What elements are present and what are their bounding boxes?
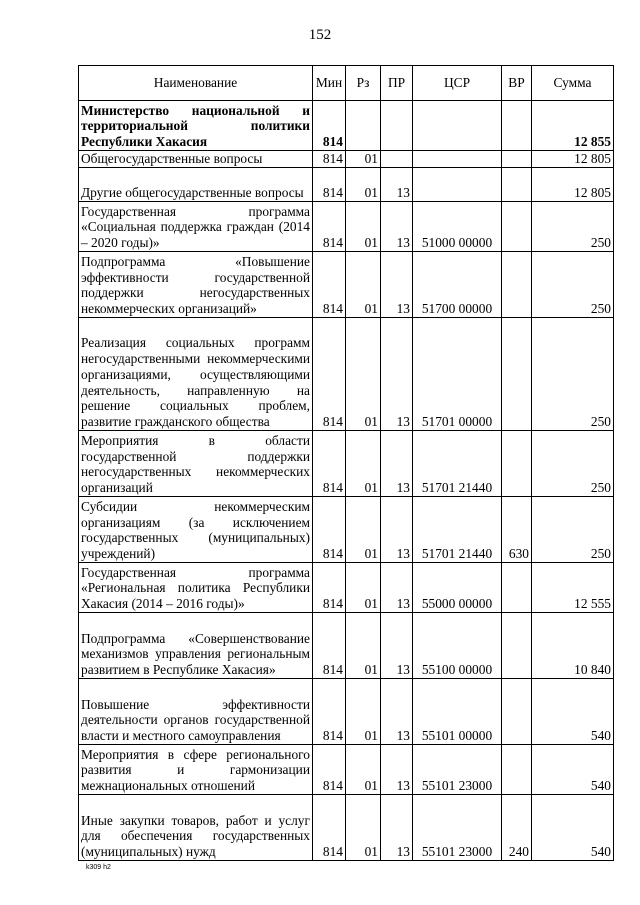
cell-name: Государственная программа «Региональная политика Республики Хакасия (2014 – 2016 годы)» (79, 563, 313, 613)
header-sum: Сумма (532, 66, 614, 101)
header-vr: ВР (502, 66, 532, 101)
cell-name: Подпрограмма «Совершенствование механизмов управления региональным развитием в Республике Хакасия» (79, 613, 313, 679)
cell-sum: 540 (532, 745, 614, 795)
table-row (79, 795, 614, 861)
cell-vr (502, 613, 532, 679)
cell-sum: 250 (532, 252, 614, 318)
table-header-row (79, 66, 614, 101)
cell-rz: 01 (346, 745, 381, 795)
cell-csr: 51701 00000 (413, 318, 502, 431)
cell-vr (502, 563, 532, 613)
cell-vr (502, 679, 532, 745)
cell-pr (381, 151, 413, 168)
cell-pr: 13 (381, 613, 413, 679)
header-min: Мин (313, 66, 346, 101)
cell-csr: 51701 21440 (413, 431, 502, 497)
budget-table (78, 65, 614, 861)
cell-rz: 01 (346, 679, 381, 745)
cell-min: 814 (313, 497, 346, 563)
cell-min: 814 (313, 563, 346, 613)
cell-csr (413, 151, 502, 168)
cell-csr: 55101 00000 (413, 679, 502, 745)
cell-rz: 01 (346, 497, 381, 563)
cell-vr (502, 151, 532, 168)
cell-rz: 01 (346, 151, 381, 168)
cell-vr (502, 202, 532, 252)
cell-pr (381, 101, 413, 151)
cell-pr: 13 (381, 252, 413, 318)
cell-vr (502, 168, 532, 202)
cell-pr: 13 (381, 497, 413, 563)
cell-pr: 13 (381, 168, 413, 202)
header-rz: Рз (346, 66, 381, 101)
cell-pr: 13 (381, 745, 413, 795)
cell-csr (413, 101, 502, 151)
table-row (79, 202, 614, 252)
cell-rz: 01 (346, 318, 381, 431)
cell-csr: 55101 23000 (413, 745, 502, 795)
cell-rz: 01 (346, 563, 381, 613)
cell-csr (413, 168, 502, 202)
cell-vr: 240 (502, 795, 532, 861)
cell-rz: 01 (346, 168, 381, 202)
table-row (79, 679, 614, 745)
table-row (79, 101, 614, 151)
table-row (79, 431, 614, 497)
cell-vr (502, 252, 532, 318)
cell-name: Министерство национальной и территориальной политики Республики Хакасия (79, 101, 313, 151)
cell-rz (346, 101, 381, 151)
table-row (79, 151, 614, 168)
table-row (79, 745, 614, 795)
cell-pr: 13 (381, 202, 413, 252)
table-row (79, 563, 614, 613)
cell-min: 814 (313, 679, 346, 745)
cell-sum: 250 (532, 202, 614, 252)
cell-name: Повышение эффективности деятельности органов государственной власти и местного самоуправления (79, 679, 313, 745)
page-number: 152 (308, 27, 332, 43)
cell-sum: 250 (532, 497, 614, 563)
footer-code: k309 h2 (86, 864, 111, 871)
table-row (79, 497, 614, 563)
cell-csr: 55101 23000 (413, 795, 502, 861)
cell-min: 814 (313, 431, 346, 497)
cell-csr: 51000 00000 (413, 202, 502, 252)
cell-name: Мероприятия в сфере регионального развития и гармонизации межнациональных отношений (79, 745, 313, 795)
cell-min: 814 (313, 252, 346, 318)
cell-csr: 55000 00000 (413, 563, 502, 613)
cell-min: 814 (313, 101, 346, 151)
cell-vr: 630 (502, 497, 532, 563)
cell-name: Подпрограмма «Повышение эффективности государственной поддержки негосударственных некоммерческих организаций» (79, 252, 313, 318)
cell-sum: 12 805 (532, 168, 614, 202)
cell-min: 814 (313, 151, 346, 168)
cell-sum: 10 840 (532, 613, 614, 679)
cell-name: Другие общегосударственные вопросы (79, 168, 313, 202)
cell-vr (502, 101, 532, 151)
table-row (79, 613, 614, 679)
cell-min: 814 (313, 745, 346, 795)
cell-vr (502, 318, 532, 431)
cell-pr: 13 (381, 563, 413, 613)
cell-vr (502, 745, 532, 795)
cell-name: Государственная программа «Социальная поддержка граждан (2014 – 2020 годы)» (79, 202, 313, 252)
cell-sum: 250 (532, 431, 614, 497)
table-row (79, 168, 614, 202)
cell-sum: 12 805 (532, 151, 614, 168)
cell-min: 814 (313, 318, 346, 431)
header-pr: ПР (381, 66, 413, 101)
cell-csr: 51700 00000 (413, 252, 502, 318)
cell-csr: 55100 00000 (413, 613, 502, 679)
cell-pr: 13 (381, 431, 413, 497)
cell-rz: 01 (346, 252, 381, 318)
cell-name: Общегосударственные вопросы (79, 151, 313, 168)
cell-sum: 12 855 (532, 101, 614, 151)
cell-min: 814 (313, 202, 346, 252)
cell-pr: 13 (381, 318, 413, 431)
cell-pr: 13 (381, 795, 413, 861)
cell-min: 814 (313, 168, 346, 202)
cell-name: Субсидии некоммерческим организациям (за исключением государственных (муниципальных) учреждений) (79, 497, 313, 563)
cell-sum: 250 (532, 318, 614, 431)
header-name: Наименование (79, 66, 313, 101)
cell-name: Мероприятия в области государственной поддержки негосударственных некоммерческих организаций (79, 431, 313, 497)
cell-name: Иные закупки товаров, работ и услуг для обеспечения государственных (муниципальных) нужд (79, 795, 313, 861)
cell-min: 814 (313, 613, 346, 679)
cell-pr: 13 (381, 679, 413, 745)
cell-vr (502, 431, 532, 497)
cell-sum: 540 (532, 795, 614, 861)
cell-rz: 01 (346, 795, 381, 861)
cell-csr: 51701 21440 (413, 497, 502, 563)
cell-rz: 01 (346, 202, 381, 252)
table-row (79, 318, 614, 431)
cell-name: Реализация социальных программ негосударственными некоммерческими организациями, осуществляющими деятельность, направленную на решение социальных проблем, развитие гражданского общества (79, 318, 313, 431)
cell-rz: 01 (346, 613, 381, 679)
header-csr: ЦСР (413, 66, 502, 101)
cell-rz: 01 (346, 431, 381, 497)
cell-sum: 540 (532, 679, 614, 745)
cell-sum: 12 555 (532, 563, 614, 613)
cell-min: 814 (313, 795, 346, 861)
table-row (79, 252, 614, 318)
